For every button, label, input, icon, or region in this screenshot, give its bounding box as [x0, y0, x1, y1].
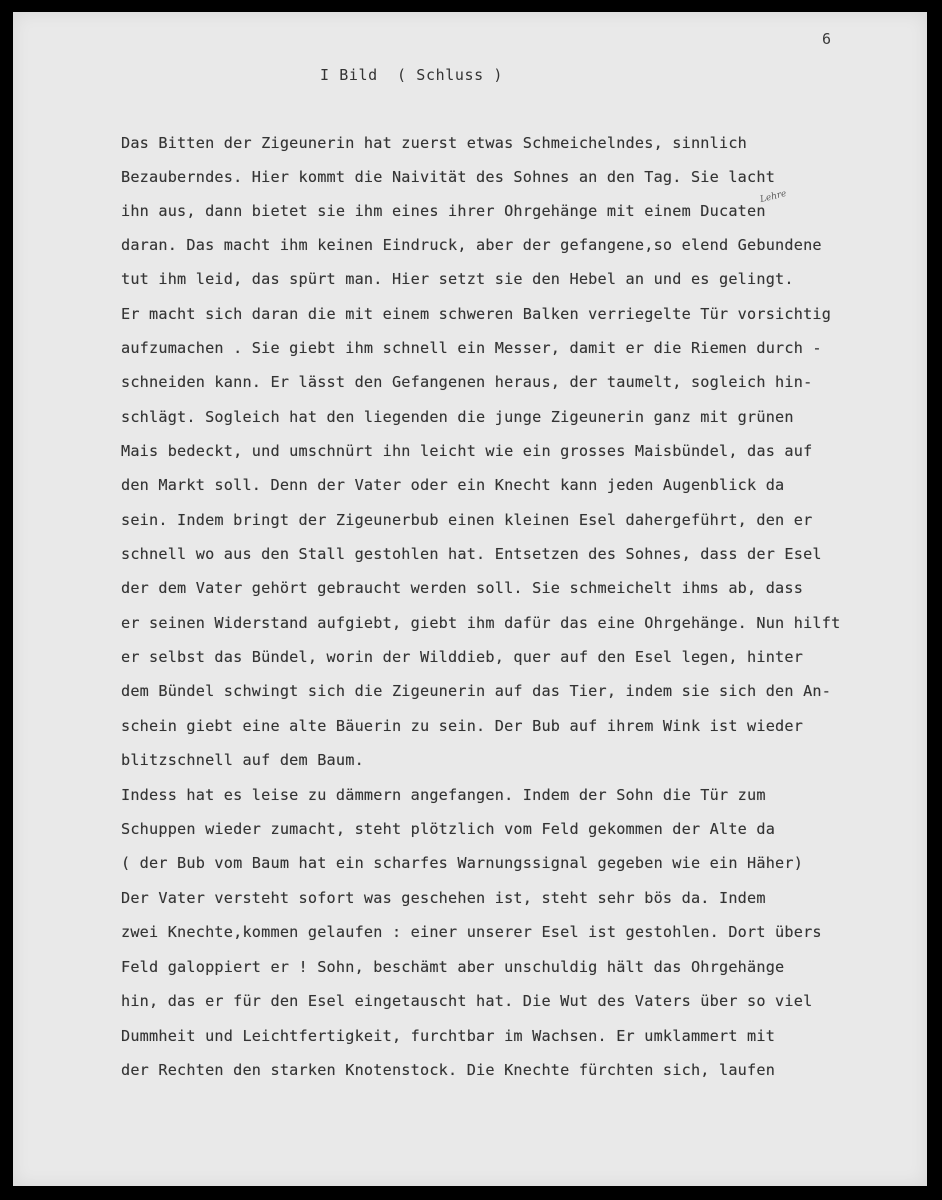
- text-line: blitzschnell auf dem Baum.: [121, 751, 364, 769]
- text-line: zwei Knechte,kommen gelaufen : einer unserer Esel ist gestohlen. Dort übers: [121, 923, 822, 941]
- text-line: Dummheit und Leichtfertigkeit, furchtbar im Wachsen. Er umklammert mit: [121, 1027, 776, 1045]
- text-line: ihn aus, dann bietet sie ihm eines ihrer Ohrgehänge mit einem Ducaten: [121, 202, 766, 220]
- text-line: tut ihm leid, das spürt man. Hier setzt sie den Hebel an und es gelingt.: [121, 270, 794, 288]
- text-line: Bezauberndes. Hier kommt die Naivität des Sohnes an den Tag. Sie lacht: [121, 168, 776, 186]
- text-line: Der Vater versteht sofort was geschehen ist, steht sehr bös da. Indem: [121, 889, 766, 907]
- text-line: schlägt. Sogleich hat den liegenden die junge Zigeunerin ganz mit grünen: [121, 408, 794, 426]
- text-line: Mais bedeckt, und umschnürt ihn leicht wie ein grosses Maisbündel, das auf: [121, 442, 813, 460]
- text-line: Feld galoppiert er ! Sohn, beschämt aber unschuldig hält das Ohrgehänge: [121, 958, 785, 976]
- text-line: Er macht sich daran die mit einem schweren Balken verriegelte Tür vorsichtig: [121, 305, 832, 323]
- text-line: daran. Das macht ihm keinen Eindruck, aber der gefangene,so elend Gebundene: [121, 236, 822, 254]
- page-number: 6: [822, 30, 832, 48]
- text-line: schneiden kann. Er lässt den Gefangenen heraus, der taumelt, sogleich hin-: [121, 373, 813, 391]
- page-title: I Bild ( Schluss ): [320, 66, 503, 84]
- text-line: Schuppen wieder zumacht, steht plötzlich vom Feld gekommen der Alte da: [121, 820, 776, 838]
- text-line: der dem Vater gehört gebraucht werden soll. Sie schmeichelt ihms ab, dass: [121, 579, 804, 597]
- handwritten-annotation: Lehre: [759, 188, 788, 206]
- text-line: Das Bitten der Zigeunerin hat zuerst etwas Schmeichelndes, sinnlich: [121, 134, 748, 152]
- text-line: ( der Bub vom Baum hat ein scharfes Warnungssignal gegeben wie ein Häher): [121, 854, 804, 872]
- text-line: den Markt soll. Denn der Vater oder ein Knecht kann jeden Augenblick da: [121, 476, 785, 494]
- text-line: sein. Indem bringt der Zigeunerbub einen kleinen Esel dahergeführt, den er: [121, 511, 813, 529]
- text-line: Indess hat es leise zu dämmern angefangen. Indem der Sohn die Tür zum: [121, 786, 766, 804]
- text-line: dem Bündel schwingt sich die Zigeunerin auf das Tier, indem sie sich den An-: [121, 682, 832, 700]
- text-line: aufzumachen . Sie giebt ihm schnell ein Messer, damit er die Riemen durch -: [121, 339, 822, 357]
- text-line: er selbst das Bündel, worin der Wilddieb, quer auf den Esel legen, hinter: [121, 648, 804, 666]
- text-line: hin, das er für den Esel eingetauscht hat. Die Wut des Vaters über so viel: [121, 992, 813, 1010]
- text-line: der Rechten den starken Knotenstock. Die Knechte fürchten sich, laufen: [121, 1061, 776, 1079]
- text-line: schnell wo aus den Stall gestohlen hat. Entsetzen des Sohnes, dass der Esel: [121, 545, 822, 563]
- text-line: schein giebt eine alte Bäuerin zu sein. Der Bub auf ihrem Wink ist wieder: [121, 717, 804, 735]
- text-line: er seinen Widerstand aufgiebt, giebt ihm dafür das eine Ohrgehänge. Nun hilft: [121, 614, 841, 632]
